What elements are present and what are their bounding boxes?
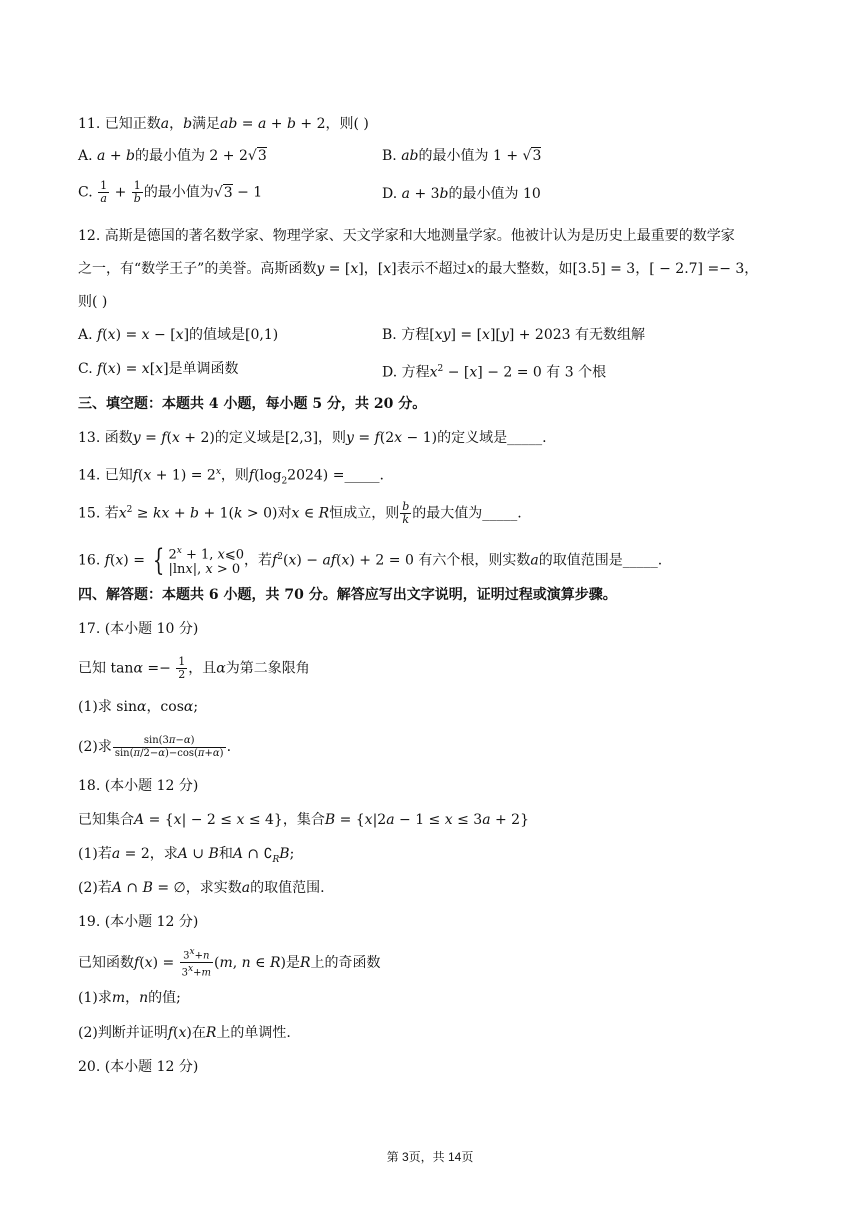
q19-part1: (1)求m，n的值;: [78, 990, 181, 1006]
q11-option-d: D. a + 3b的最小值为 10: [382, 186, 541, 202]
q19-heading: 19. (本小题 12 分): [78, 914, 199, 930]
q18-stem: 已知集合A = {x| − 2 ≤ x ≤ 4}，集合B = {x|2a − 1 ≤ x ≤ 3a + 2}: [78, 812, 529, 828]
q20-heading: 20. (本小题 12 分): [78, 1059, 199, 1075]
q17-part2: (2)求 $\frac{\sin(3\pi-\alpha)}{\sin(\pi/2-\alpha)-\cos(\pi+\alpha)}$ .: [78, 734, 232, 759]
q18-part1: (1)若a = 2，求A ∪ B和A ∩ $∁_RB$;: [78, 846, 295, 865]
section-4-heading: 四、解答题：本题共 6 小题，共 70 分。解答应写出文字说明，证明过程或演算步骤。: [78, 587, 617, 603]
q12-option-c: C. f(x) = x[x]是单调函数: [78, 361, 239, 377]
q12-stem-line3: 则( ): [78, 294, 108, 310]
q17-heading: 17. (本小题 10 分): [78, 621, 199, 637]
q12-option-b: B. 方程[xy] = [x][y] + 2023 有无数组解: [382, 327, 645, 343]
q14: 14. 已知$f(x + 1) = 2^x$，则$f(\log_22024)$ =_____.: [78, 467, 384, 487]
q12-stem-line1: 12. 高斯是德国的著名数学家、物理学家、天文学家和大地测量学家。他被计认为是历史上最重要的数学家: [78, 228, 735, 244]
q11-option-b: B. ab的最小值为 1 + √3: [382, 148, 542, 164]
q19-part2: (2)判断并证明f(x)在R上的单调性.: [78, 1025, 291, 1041]
q11-stem: 11. 已知正数a，b满足ab = a + b + 2，则( ): [78, 116, 369, 132]
q12-option-a: A. f(x) = x − [x]的值域是[0,1): [78, 327, 279, 343]
q19-stem: 已知函数f(x) = $\frac{3^x+n}{3^x+m}$ (m, n ∈ R)是R上的奇函数: [78, 947, 381, 979]
q18-heading: 18. (本小题 12 分): [78, 778, 199, 794]
q13: 13. 函数y = f(x + 2)的定义域是[2,3]，则y = f(2x − 1)的定义域是_____.: [78, 430, 547, 446]
section-3-heading: 三、填空题：本题共 4 小题，每小题 5 分，共 20 分。: [78, 396, 427, 412]
q12-option-d: D. 方程$x^2 - [x] - 2 = 0$ 有 3 个根: [382, 364, 607, 381]
q18-part2: (2)若A ∩ B = ∅，求实数a的取值范围.: [78, 880, 325, 896]
q12-stem-line2: 之一，有“数学王子”的美誉。高斯函数y = [x]，[x]表示不超过x的最大整数，如[3.5] = 3，[ − 2.7] =− 3，: [78, 261, 759, 277]
q15: 15. 若$x^2$ ≥ kx + b + 1(k > 0)对x ∈ R恒成立，则 $\frac{b}{k}$ 的最大值为_____.: [78, 500, 522, 527]
q17-part1: (1)求 sinα，cosα;: [78, 699, 199, 715]
q17-stem: 已知 tanα =− $\frac{1}{2}$ ，且α为第二象限角: [78, 655, 310, 681]
page-footer: 第 3页，共 14页: [386, 1150, 474, 1164]
q11-option-c: C. $\frac{1}{a}$ + $\frac{1}{b}$ 的最小值为√3 − 1: [78, 179, 263, 205]
q11-option-a: A. a + b的最小值为 2 + 2√3: [78, 148, 267, 164]
q16: 16. f(x) = { $2^x + 1$, x⩽0 |lnx|, x > 0 ，若$f^2(x) - af(x) + 2 = 0$ 有六个根，则实数a的取值范围是_____.: [78, 542, 663, 578]
